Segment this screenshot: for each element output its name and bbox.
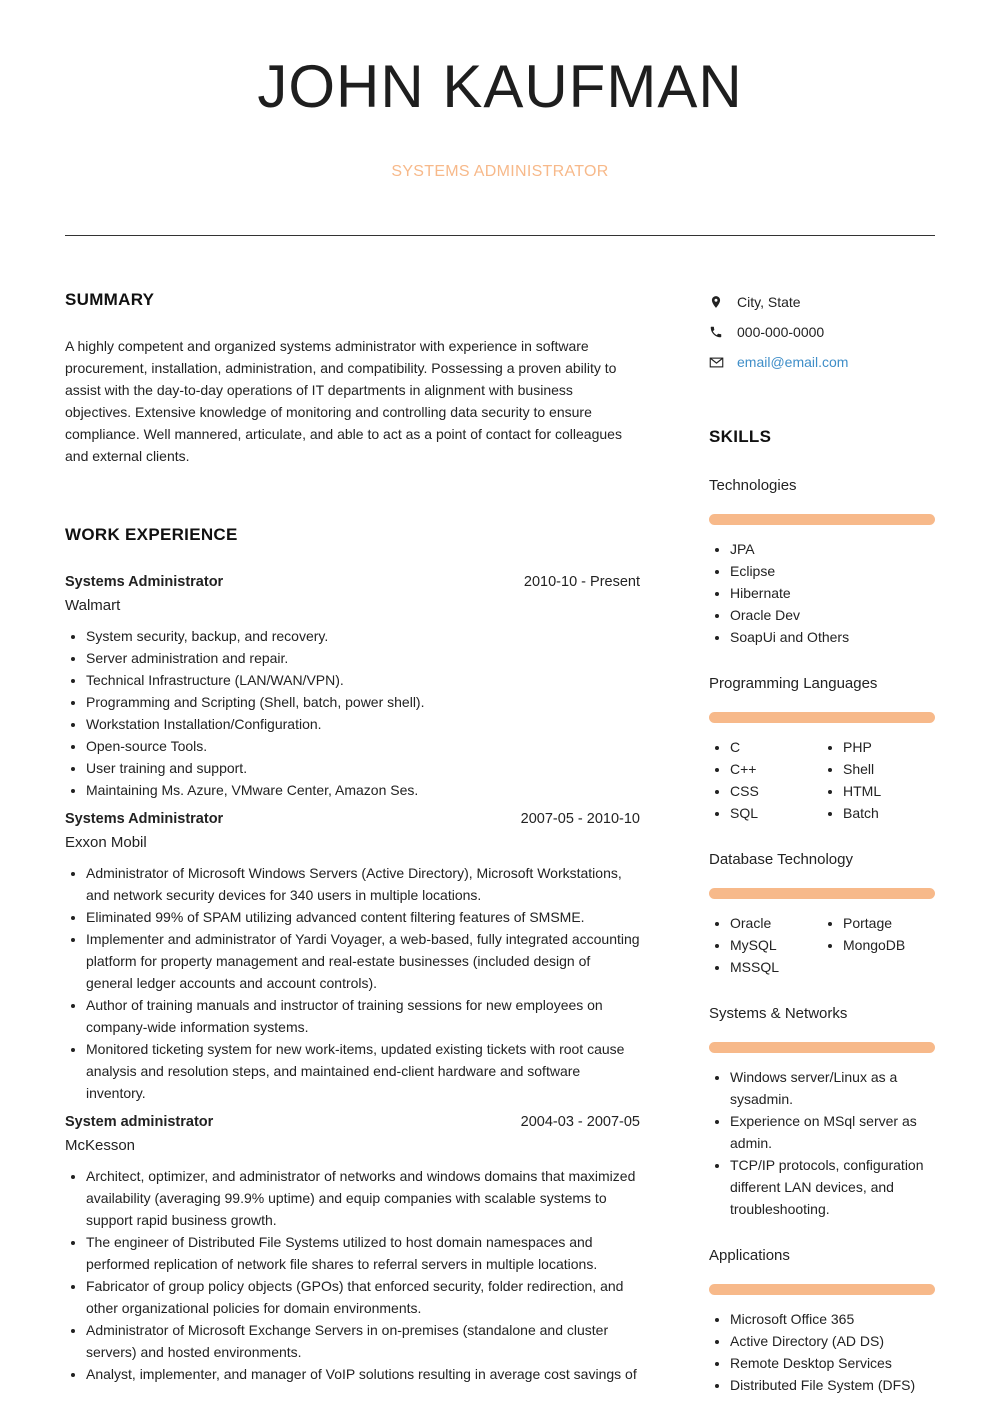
job-entry (65, 573, 640, 801)
phone-icon (709, 325, 737, 339)
header-divider (65, 235, 935, 236)
skill-item: • Windows server/Linux as a sysadmin. (730, 1066, 935, 1110)
job-dates: 2004-03 - 2007-05 (520, 1114, 640, 1130)
job-bullet: • The engineer of Distributed File Systems utilized to host domain namespaces and performed replication of network file shares to referral servers in multiple locations. (86, 1231, 640, 1275)
skill-item: • MSSQL (730, 956, 822, 978)
job-company: Walmart (65, 597, 121, 614)
skill-item: • JPA (730, 538, 935, 560)
job-bullet: • Server administration and repair. (86, 647, 640, 669)
job-bullet: • Analyst, implementer, and manager of VoIP solutions resulting in average cost savings of (86, 1363, 640, 1385)
job-title: System administrator (65, 1114, 214, 1130)
job-entry (65, 810, 640, 1104)
skill-bar (709, 514, 935, 525)
skill-item: • Shell (843, 758, 935, 780)
job-bullet: • Programming and Scripting (Shell, batch, power shell). (86, 691, 640, 713)
skill-category-title: Systems & Networks (709, 1005, 848, 1022)
email-link[interactable]: email@email.com (737, 354, 849, 370)
skill-list (822, 736, 935, 824)
sidebar-column (709, 287, 935, 1396)
job-bullets (65, 862, 640, 1104)
skill-bar (709, 888, 935, 899)
skill-list (709, 1308, 935, 1396)
skill-item: • CSS (730, 780, 822, 802)
skill-item: • Oracle Dev (730, 604, 935, 626)
envelope-icon (709, 356, 737, 369)
skill-item: • Microsoft Office 365 (730, 1308, 935, 1330)
job-company: Exxon Mobil (65, 834, 147, 851)
skill-item: • Distributed File System (DFS) (730, 1374, 935, 1396)
skill-columns (709, 912, 935, 978)
job-bullet: • User training and support. (86, 757, 640, 779)
skill-item: • Remote Desktop Services (730, 1352, 935, 1374)
contact-phone (709, 317, 935, 347)
map-pin-icon (709, 295, 737, 309)
job-dates: 2010-10 - Present (523, 574, 640, 590)
job-bullet: • Eliminated 99% of SPAM utilizing advanced content filtering features of SMSME. (86, 906, 640, 928)
summary-text: A highly competent and organized systems administrator with experience in software procurement, installation, administration, and compatibility. Possessing a proven ability to assist with the day-to-day operations of IT departments in alignment with business objectives. Extensive knowledge of monitoring and controlling data security to ensure compliance. Well mannered, articulate, and able to act as a point of contact for colleagues and external clients. (65, 338, 622, 464)
skill-category-title: Applications (709, 1247, 790, 1264)
candidate-role: SYSTEMS ADMINISTRATOR (391, 163, 609, 180)
skill-list (709, 538, 935, 648)
job-dates: 2007-05 - 2010-10 (520, 811, 640, 827)
skill-item: • Batch (843, 802, 935, 824)
job-bullet: • Open-source Tools. (86, 735, 640, 757)
skill-item: • Eclipse (730, 560, 935, 582)
job-bullet: • Administrator of Microsoft Exchange Servers in on-premises (standalone and cluster servers) and hosted environments. (86, 1319, 640, 1363)
skill-item: • Experience on MSql server as admin. (730, 1110, 935, 1154)
skill-list (709, 736, 822, 824)
skill-item: • Oracle (730, 912, 822, 934)
skill-list (709, 912, 822, 978)
job-bullet: • Technical Infrastructure (LAN/WAN/VPN). (86, 669, 640, 691)
job-bullet: • Maintaining Ms. Azure, VMware Center, Amazon Ses. (86, 779, 640, 801)
skill-item: • PHP (843, 736, 935, 758)
skill-item: • C++ (730, 758, 822, 780)
phone-text: 000-000-0000 (737, 324, 825, 340)
job-bullet: • Implementer and administrator of Yardi Voyager, a web-based, fully integrated accounting platform for property management and real-estate businesses (included design of general ledger accounts and account controls). (86, 928, 640, 994)
skill-bar (709, 1042, 935, 1053)
job-bullet: • Monitored ticketing system for new work-items, updated existing tickets with root cause analysis and resolution steps, and maintained end-client hardware and software inventory. (86, 1038, 640, 1104)
job-company: McKesson (65, 1137, 136, 1154)
contact-block (709, 287, 935, 377)
skill-item: • Portage (843, 912, 935, 934)
summary-heading: SUMMARY (65, 290, 155, 309)
skill-bar (709, 712, 935, 723)
job-bullet: • Author of training manuals and instructor of training sessions for new employees on company-wide information systems. (86, 994, 640, 1038)
skill-bar (709, 1284, 935, 1295)
skill-item: • SQL (730, 802, 822, 824)
job-entry (65, 1113, 640, 1385)
skill-category-title: Programming Languages (709, 675, 878, 692)
job-title: Systems Administrator (65, 574, 224, 590)
job-bullets (65, 625, 640, 801)
job-bullets (65, 1165, 640, 1385)
skill-item: • Active Directory (AD DS) (730, 1330, 935, 1352)
job-bullet: • System security, backup, and recovery. (86, 625, 640, 647)
job-bullet: • Workstation Installation/Configuration. (86, 713, 640, 735)
skill-category-title: Technologies (709, 477, 797, 494)
candidate-name: JOHN KAUFMAN (257, 53, 743, 120)
skill-item: • Hibernate (730, 582, 935, 604)
skill-item: • C (730, 736, 822, 758)
skill-list (822, 912, 935, 978)
skill-columns (709, 736, 935, 824)
contact-location (709, 287, 935, 317)
job-bullet: • Fabricator of group policy objects (GPOs) that enforced security, folder redirection, and other organizational policies for domain environments. (86, 1275, 640, 1319)
job-title: Systems Administrator (65, 811, 224, 827)
skill-item: • SoapUi and Others (730, 626, 935, 648)
work-experience-heading: WORK EXPERIENCE (65, 525, 238, 544)
contact-email[interactable] (709, 347, 935, 377)
skill-category-title: Database Technology (709, 851, 853, 868)
job-bullet: • Architect, optimizer, and administrator of networks and windows domains that maximized availability (averaging 99.9% uptime) and equip companies with scalable systems to support rapid business growth. (86, 1165, 640, 1231)
skill-item: • HTML (843, 780, 935, 802)
location-text: City, State (737, 294, 801, 310)
main-column (65, 290, 640, 1385)
skill-item: • TCP/IP protocols, configuration different LAN devices, and troubleshooting. (730, 1154, 935, 1220)
job-bullet: • Administrator of Microsoft Windows Servers (Active Directory), Microsoft Workstations, and network security devices for 340 users in multiple locations. (86, 862, 640, 906)
skill-item: • MySQL (730, 934, 822, 956)
skills-heading: SKILLS (709, 427, 772, 446)
skill-item: • MongoDB (843, 934, 935, 956)
skill-list (709, 1066, 935, 1220)
